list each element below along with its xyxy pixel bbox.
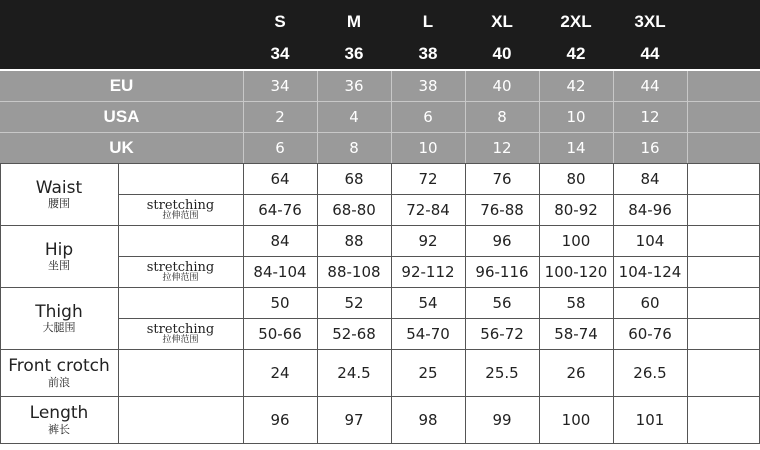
measurement-label-cell bbox=[0, 164, 118, 225]
row-divider bbox=[0, 443, 760, 444]
conversion-value: 2 bbox=[275, 108, 285, 126]
conversion-value: 42 bbox=[566, 77, 586, 95]
measurement-label-cn: 前浪 bbox=[48, 375, 70, 389]
conversion-value: 36 bbox=[344, 77, 364, 95]
value-col-divider bbox=[687, 164, 688, 444]
measurement-value: 98 bbox=[418, 411, 438, 429]
sub-label-cell bbox=[118, 257, 243, 287]
value-col-divider bbox=[539, 164, 540, 444]
measurement-value: 84-96 bbox=[628, 201, 672, 219]
size-label: 2XL bbox=[560, 12, 592, 31]
size-number: 42 bbox=[566, 44, 586, 63]
measurement-value: 100 bbox=[561, 232, 591, 250]
measurement-value: 68-80 bbox=[332, 201, 376, 219]
measurement-label: Length bbox=[29, 403, 89, 424]
conversion-value: 12 bbox=[640, 108, 660, 126]
gray-col-divider bbox=[613, 71, 614, 163]
conversion-value: 10 bbox=[566, 108, 586, 126]
stretch-label: stretching bbox=[146, 197, 215, 213]
size-label: L bbox=[422, 12, 434, 31]
size-label: M bbox=[346, 12, 362, 31]
measurement-value: 56-72 bbox=[480, 325, 524, 343]
size-number: 44 bbox=[640, 44, 660, 63]
measurement-label-cell bbox=[0, 226, 118, 287]
measurement-value: 84-104 bbox=[253, 263, 307, 281]
gray-row-divider bbox=[0, 101, 760, 102]
sub-label-cell bbox=[118, 226, 243, 256]
measurement-value: 104-124 bbox=[618, 263, 682, 281]
measurement-value: 25.5 bbox=[485, 364, 519, 382]
measurement-label-cell bbox=[0, 288, 118, 349]
stretch-label-cn: 拉伸范围 bbox=[162, 334, 199, 345]
measurement-value: 68 bbox=[344, 170, 364, 188]
conversion-value: 8 bbox=[349, 139, 359, 157]
size-label: XL bbox=[491, 12, 513, 31]
measurement-value: 84 bbox=[640, 170, 660, 188]
conversion-value: 14 bbox=[566, 139, 586, 157]
conversion-value: 44 bbox=[640, 77, 660, 95]
measurement-value: 96 bbox=[492, 232, 512, 250]
measurement-value: 72 bbox=[418, 170, 438, 188]
conversion-value: 34 bbox=[270, 77, 290, 95]
measurement-value: 80 bbox=[566, 170, 586, 188]
measurement-value: 26.5 bbox=[633, 364, 667, 382]
measurement-label-cell bbox=[0, 397, 118, 443]
measurement-value: 54-70 bbox=[406, 325, 450, 343]
measurement-label: Front crotch bbox=[8, 356, 110, 377]
label-col-divider bbox=[118, 164, 119, 444]
measurement-value: 25 bbox=[418, 364, 438, 382]
stretch-label-cn: 拉伸范围 bbox=[162, 272, 199, 283]
measurement-value: 88 bbox=[344, 232, 364, 250]
measurement-label-cn: 大腿围 bbox=[42, 321, 76, 335]
measurement-value: 92 bbox=[418, 232, 438, 250]
measurement-value: 56 bbox=[492, 294, 512, 312]
measurement-value: 64-76 bbox=[258, 201, 302, 219]
measurement-value: 96-116 bbox=[475, 263, 529, 281]
value-col-divider bbox=[243, 164, 244, 444]
measurement-value: 97 bbox=[344, 411, 364, 429]
conversion-label: EU bbox=[109, 76, 134, 95]
conversion-label: USA bbox=[103, 107, 140, 126]
sub-label-cell bbox=[118, 195, 243, 225]
stretch-label: stretching bbox=[146, 259, 215, 275]
measurement-label-cn: 坐围 bbox=[48, 259, 70, 273]
size-number: 34 bbox=[270, 44, 290, 63]
measurement-value: 100 bbox=[561, 411, 591, 429]
measurement-value: 96 bbox=[270, 411, 290, 429]
gray-col-divider bbox=[539, 71, 540, 163]
gray-col-divider bbox=[465, 71, 466, 163]
measurement-value: 101 bbox=[635, 411, 665, 429]
gray-col-divider bbox=[317, 71, 318, 163]
measurement-value: 58-74 bbox=[554, 325, 598, 343]
conversion-value: 4 bbox=[349, 108, 359, 126]
stretch-label-cn: 拉伸范围 bbox=[162, 210, 199, 221]
value-col-divider bbox=[465, 164, 466, 444]
stretch-label: stretching bbox=[146, 321, 215, 337]
size-number: 38 bbox=[418, 44, 438, 63]
measurement-value: 60-76 bbox=[628, 325, 672, 343]
measurement-value: 99 bbox=[492, 411, 512, 429]
measurement-value: 26 bbox=[566, 364, 586, 382]
measurement-value: 104 bbox=[635, 232, 665, 250]
sub-label-cell bbox=[118, 350, 243, 396]
measurement-value: 52 bbox=[344, 294, 364, 312]
measurement-value: 24.5 bbox=[337, 364, 371, 382]
measurement-value: 84 bbox=[270, 232, 290, 250]
measurement-value: 50 bbox=[270, 294, 290, 312]
measurement-label-cn: 裤长 bbox=[48, 422, 70, 436]
conversion-label: UK bbox=[109, 138, 134, 157]
measurement-label-cn: 腰围 bbox=[48, 197, 70, 211]
size-number: 36 bbox=[344, 44, 364, 63]
measurement-value: 92-112 bbox=[401, 263, 455, 281]
measurement-label: Thigh bbox=[35, 301, 83, 322]
measurement-value: 54 bbox=[418, 294, 438, 312]
conversion-value: 6 bbox=[275, 139, 285, 157]
size-number: 40 bbox=[492, 44, 512, 63]
measurement-value: 58 bbox=[566, 294, 586, 312]
sub-label-cell bbox=[118, 397, 243, 443]
measurement-value: 80-92 bbox=[554, 201, 598, 219]
measurement-value: 64 bbox=[270, 170, 290, 188]
gray-col-divider bbox=[687, 71, 688, 163]
size-label: 3XL bbox=[634, 12, 666, 31]
measurement-value: 88-108 bbox=[327, 263, 381, 281]
sub-label-cell bbox=[118, 319, 243, 349]
measurement-label-cell bbox=[0, 350, 118, 396]
conversion-value: 8 bbox=[497, 108, 507, 126]
value-col-divider bbox=[613, 164, 614, 444]
conversion-value: 38 bbox=[418, 77, 438, 95]
conversion-value: 6 bbox=[423, 108, 433, 126]
conversion-value: 12 bbox=[492, 139, 512, 157]
conversion-value: 40 bbox=[492, 77, 512, 95]
value-col-divider bbox=[391, 164, 392, 444]
measurement-label: Waist bbox=[35, 177, 83, 198]
conversion-value: 16 bbox=[640, 139, 660, 157]
sub-label-cell bbox=[118, 288, 243, 318]
size-label: S bbox=[274, 12, 286, 31]
gray-row-divider bbox=[0, 132, 760, 133]
measurement-value: 76 bbox=[492, 170, 512, 188]
gray-col-divider bbox=[391, 71, 392, 163]
gray-col-divider bbox=[243, 71, 244, 163]
table-left-border bbox=[0, 164, 1, 444]
measurement-value: 76-88 bbox=[480, 201, 524, 219]
measurement-value: 100-120 bbox=[544, 263, 608, 281]
measurement-label: Hip bbox=[44, 239, 74, 260]
conversion-value: 10 bbox=[418, 139, 438, 157]
measurement-value: 52-68 bbox=[332, 325, 376, 343]
sub-label-cell bbox=[118, 164, 243, 194]
measurement-value: 60 bbox=[640, 294, 660, 312]
measurement-value: 24 bbox=[270, 364, 290, 382]
measurement-value: 50-66 bbox=[258, 325, 302, 343]
measurement-value: 72-84 bbox=[406, 201, 450, 219]
value-col-divider bbox=[317, 164, 318, 444]
